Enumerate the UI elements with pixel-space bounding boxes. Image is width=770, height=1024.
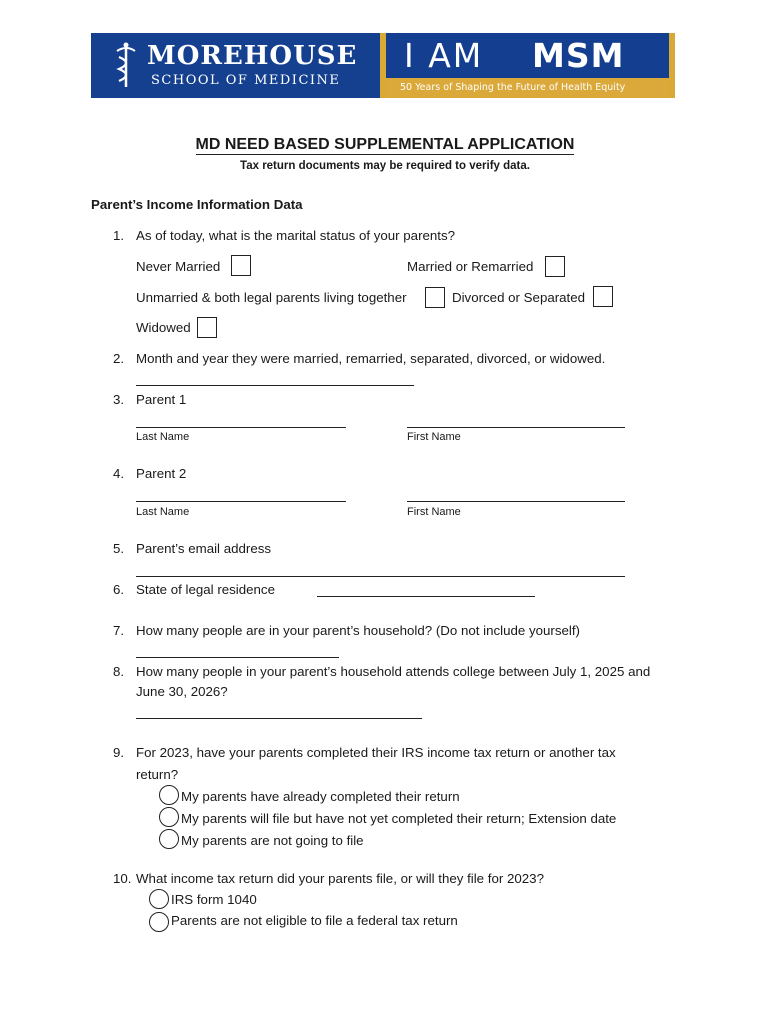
q5-text: Parent’s email address [136,541,272,556]
q4-text: Parent 2 [136,466,187,481]
q10-number: 10. [113,871,132,886]
parent1-last-name-caption: Last Name [136,431,190,443]
q2-text: Month and year they were married, remarried, separated, divorced, or widowed. [136,351,606,366]
q10-not-eligible-label: Parents are not eligible to file a federal tax return [171,913,458,928]
q3-number: 3. [113,392,125,407]
q5-number: 5. [113,541,125,556]
divorced-checkbox[interactable] [593,286,613,307]
parent2-last-name-line[interactable] [136,501,346,502]
iam-msm-banner [380,33,675,98]
q1-never-married-label: Never Married [136,259,221,274]
parent1-first-name-caption: First Name [407,431,461,443]
never-married-checkbox[interactable] [231,255,251,276]
q9-text-line1: For 2023, have your parents completed their IRS income tax return or another tax [136,745,616,760]
state-answer-line[interactable] [317,596,535,597]
msm-logo-banner [91,33,380,98]
q7-number: 7. [113,623,125,638]
unmarried-together-checkbox[interactable] [425,287,445,308]
iam-text: I AM [404,36,484,75]
parent2-first-name-line[interactable] [407,501,625,502]
email-answer-line[interactable] [136,576,625,577]
form-title: MD NEED BASED SUPPLEMENTAL APPLICATION [195,136,575,153]
q1-married-label: Married or Remarried [407,259,534,274]
q1-text: As of today, what is the marital status of your parents? [136,228,456,243]
q10-text: What income tax return did your parents file, or will they file for 2023? [136,871,544,886]
banner-edge [669,33,675,98]
q4-number: 4. [113,466,125,481]
parent2-first-name-caption: First Name [407,506,461,518]
logo-subtitle: SCHOOL OF MEDICINE [151,73,341,88]
q8-text-line1: How many people in your parent’s household attends college between July 1, 2025 and [136,664,651,679]
q10-irs-1040-radio[interactable] [149,889,169,909]
banner-divider [380,33,386,98]
q6-number: 6. [113,582,125,597]
caduceus-icon [113,41,139,89]
widowed-checkbox[interactable] [197,317,217,338]
q7-text: How many people are in your parent’s household? (Do not include yourself) [136,623,580,638]
q3-text: Parent 1 [136,392,187,407]
q1-widowed-label: Widowed [136,320,191,335]
q9-text-line2: return? [136,767,179,782]
q9-completed-label: My parents have already completed their return [181,789,460,804]
q9-not-filing-label: My parents are not going to file [181,833,364,848]
parent1-first-name-line[interactable] [407,427,625,428]
q2-answer-line[interactable] [136,385,414,386]
q2-number: 2. [113,351,125,366]
q9-number: 9. [113,745,125,760]
q6-text: State of legal residence [136,582,275,597]
parent1-last-name-line[interactable] [136,427,346,428]
q8-text-line2: June 30, 2026? [136,684,228,699]
q1-number: 1. [113,228,125,243]
q10-irs-1040-label: IRS form 1040 [171,892,257,907]
form-subtitle: Tax return documents may be required to verify data. [240,160,530,172]
parent2-last-name-caption: Last Name [136,506,190,518]
q9-not-filing-radio[interactable] [159,829,179,849]
msm-text: MSM [532,36,625,75]
q9-will-file-label: My parents will file but have not yet completed their return; Extension date [181,811,617,826]
household-answer-line[interactable] [136,657,339,658]
q1-divorced-label: Divorced or Separated [452,290,586,305]
college-count-answer-line[interactable] [136,718,422,719]
section-heading: Parent’s Income Information Data [91,197,303,212]
q9-will-file-radio[interactable] [159,807,179,827]
q9-completed-radio[interactable] [159,785,179,805]
tagline: 50 Years of Shaping the Future of Health Equity [400,82,626,93]
q1-unmarried-label: Unmarried & both legal parents living together [136,290,407,305]
married-checkbox[interactable] [545,256,565,277]
logo-wordmark: MOREHOUSE [147,41,358,71]
q8-number: 8. [113,664,125,679]
q10-not-eligible-radio[interactable] [149,912,169,932]
